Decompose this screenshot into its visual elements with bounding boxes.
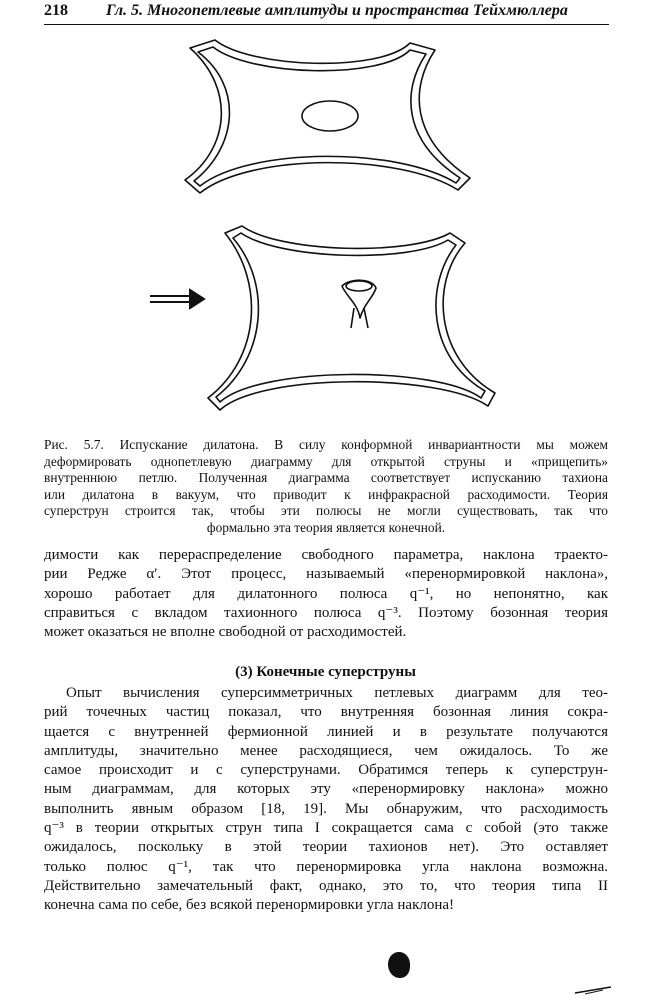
section-heading: (3) Конечные суперструны: [235, 664, 416, 680]
caption-line: или дилатона в вакуум, что приводит к инфракрасной расходимости. Теория: [44, 486, 608, 502]
paragraph-finite-superstrings: [44, 684, 608, 916]
text-line: рии Редже α′. Этот процесс, называемый «перенормировкой наклона»,: [44, 566, 608, 583]
text-line: может оказаться не вполне свободной от расходимостей.: [44, 624, 407, 641]
text-line: ожидалось, поскольку в этой теории тахионов нет). Это оставляет: [44, 839, 608, 856]
pinched-diagram-outer: [208, 226, 495, 410]
caption-line: деформировать однопетлевую диаграмму для открытой струны и «прищепить»: [44, 453, 608, 469]
pinched-loop: [342, 280, 376, 318]
caption-line: внутреннюю петлю. Полученная диаграмма соответствует испусканию тахиона: [44, 470, 608, 486]
text-line: конечна сама по себе, без всякой перенормировки угла наклона!: [44, 897, 455, 914]
text-line: Действительно замечательный факт, однако, это то, что теория типа II: [44, 877, 608, 894]
text-line: хорошо работает для дилатонного полюса q⁻¹, но непонятно, как: [44, 585, 608, 602]
annulus-hole: [302, 101, 358, 131]
text-line: рий точечных частиц показал, что внутренняя бозонная линия сокра-: [44, 704, 608, 721]
text-line: Опыт вычисления суперсимметричных петлевых диаграмм для тео-: [66, 685, 608, 701]
text-line: справиться с вкладом тахионного полюса q⁻³. Поэтому бозонная теория: [44, 604, 608, 621]
text-line: щается с внутренней фермионной линией и в результате получаются: [44, 723, 608, 740]
text-line: ным диаграммам, для которых эту «перенормировку наклона» можно: [44, 781, 608, 798]
figure-5-7: [140, 28, 520, 428]
figure-caption: [44, 437, 608, 537]
text-line: димости как перераспределение свободного параметра, наклона траекто-: [44, 547, 608, 563]
text-line: самое происходит и с суперструнами. Обратимся теперь к суперструн-: [44, 762, 608, 779]
caption-line: формально эта теория является конечной.: [206, 519, 446, 535]
text-line: выполнить явным образом [18, 19]. Мы обнаружим, что расходимость: [44, 800, 608, 817]
arrow-icon: [150, 290, 204, 308]
page-number: 218: [44, 2, 68, 19]
caption-line: суперструн строится так, чтобы эти полюсы не могли существовать, так что: [44, 503, 608, 519]
caption-line: Рис. 5.7. Испускание дилатона. В силу конформной инвариантности мы можем: [44, 437, 608, 452]
running-title: Гл. 5. Многопетлевые амплитуды и пространства Тейхмюллера: [106, 2, 568, 19]
text-line: только полюс q⁻¹, так что перенормировка угла наклона возможна.: [44, 858, 608, 875]
running-header: [44, 2, 609, 25]
corner-scan-mark: [573, 985, 613, 995]
ink-blot: [388, 952, 410, 978]
paragraph-continued: [44, 546, 608, 642]
text-line: амплитуды, значительно менее расходящиеся, чем ожидалось. То же: [44, 742, 608, 759]
annulus-diagram-inner-border: [194, 47, 460, 186]
text-line: q⁻³ в теории открытых струн типа I сокращается сама с собой (это также: [44, 820, 608, 837]
